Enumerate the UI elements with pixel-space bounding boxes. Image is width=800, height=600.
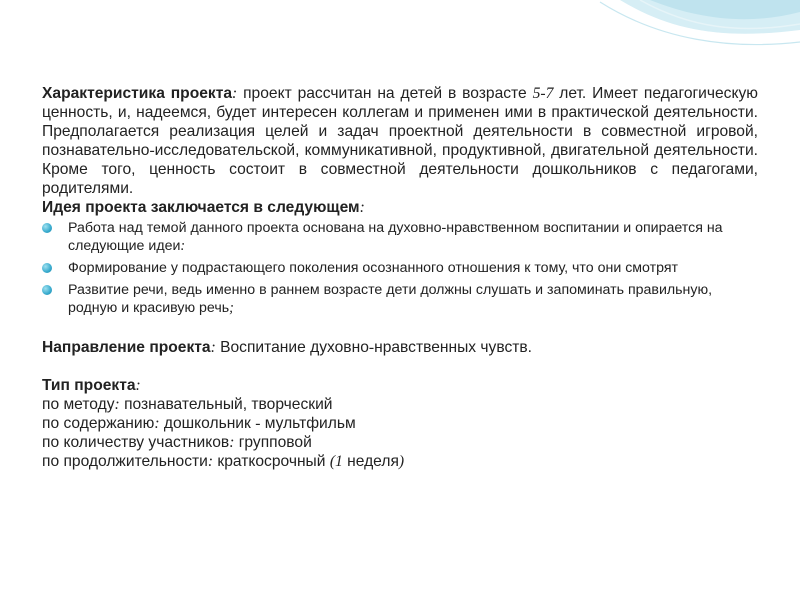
type-label: по содержанию	[42, 415, 155, 432]
type-label: по количеству участников	[42, 434, 230, 451]
type-dash: -	[255, 415, 261, 432]
type-line-duration	[42, 452, 758, 471]
type-colon: :	[135, 377, 141, 394]
paren-close: )	[398, 453, 405, 470]
characteristic-colon: :	[232, 85, 238, 102]
type-line-content	[42, 414, 758, 433]
type-value-2: неделя	[342, 453, 399, 470]
bullet-dot-icon	[42, 263, 52, 273]
bullet-dot-icon	[42, 285, 52, 295]
idea-heading	[42, 198, 758, 217]
bullet-text: нравственном воспитании и опирается на следующие идеи	[68, 220, 723, 254]
direction-dash: -	[368, 339, 375, 356]
bullet-text: Работа над темой данного проекта основана на духовно	[68, 220, 442, 236]
characteristic-text-3: исследовательской, коммуникативной, продуктивной, двигательной деятельности. Кроме того, ценность состоит в совместной деятельности дошкольников с педагогами, родителями.	[42, 142, 758, 197]
list-item	[42, 259, 758, 277]
idea-bullet-list	[42, 219, 758, 317]
bullet-end: :	[180, 238, 186, 254]
list-item	[42, 219, 758, 255]
bullet-text: Формирование у подрастающего поколения осознанного отношения к тому, что они смотрят	[68, 260, 679, 276]
type-sep: :	[229, 434, 235, 451]
list-item	[42, 281, 758, 317]
type-value-2: мультфильм	[260, 415, 356, 432]
type-value: краткосрочный	[213, 453, 330, 470]
direction-colon: :	[210, 339, 216, 356]
type-sep: :	[114, 396, 120, 413]
bullet-dot-icon	[42, 223, 52, 233]
project-direction	[42, 338, 758, 357]
type-label: по продолжительности	[42, 453, 208, 470]
characteristic-title: Характеристика проекта	[42, 85, 233, 102]
paren-open: (	[329, 453, 336, 470]
bullet-sep: -	[441, 220, 447, 236]
type-line-method	[42, 395, 758, 414]
direction-text-1: Воспитание духовно	[215, 339, 369, 356]
direction-text-2: нравственных чувств.	[374, 339, 533, 356]
type-sep: :	[207, 453, 214, 470]
project-characteristic-paragraph	[42, 84, 758, 198]
age-range: 5-7	[532, 85, 554, 102]
type-value: групповой	[234, 434, 312, 451]
direction-title: Направление проекта	[42, 339, 211, 356]
project-type-block	[42, 376, 758, 471]
type-value: дошкольник	[159, 415, 256, 432]
type-label: по методу	[42, 396, 115, 413]
characteristic-text-1: проект рассчитан на детей в возрасте	[237, 85, 533, 102]
type-value: познавательный, творческий	[119, 396, 333, 413]
characteristic-text-2: лет. Имеет педагогическую ценность, и, надеемся, будет интересен коллегам и применен ими в практической деятельности. Предполагается реализация целей и задач проектной деятельности в совместной игровой, познавательно	[42, 85, 758, 159]
bullet-end: ;	[229, 300, 234, 316]
duration-number: 1	[335, 453, 343, 470]
type-title: Тип проекта	[42, 377, 136, 394]
type-heading	[42, 376, 758, 395]
type-line-participants	[42, 433, 758, 452]
idea-title: Идея проекта заключается в следующем	[42, 199, 360, 216]
bullet-text: Развитие речи, ведь именно в раннем возрасте дети должны слушать и запоминать правильную, родную и красивую речь	[68, 282, 713, 316]
type-sep: :	[154, 415, 160, 432]
characteristic-dash: -	[149, 142, 155, 159]
idea-colon: :	[359, 199, 365, 216]
slide-content	[42, 84, 758, 471]
